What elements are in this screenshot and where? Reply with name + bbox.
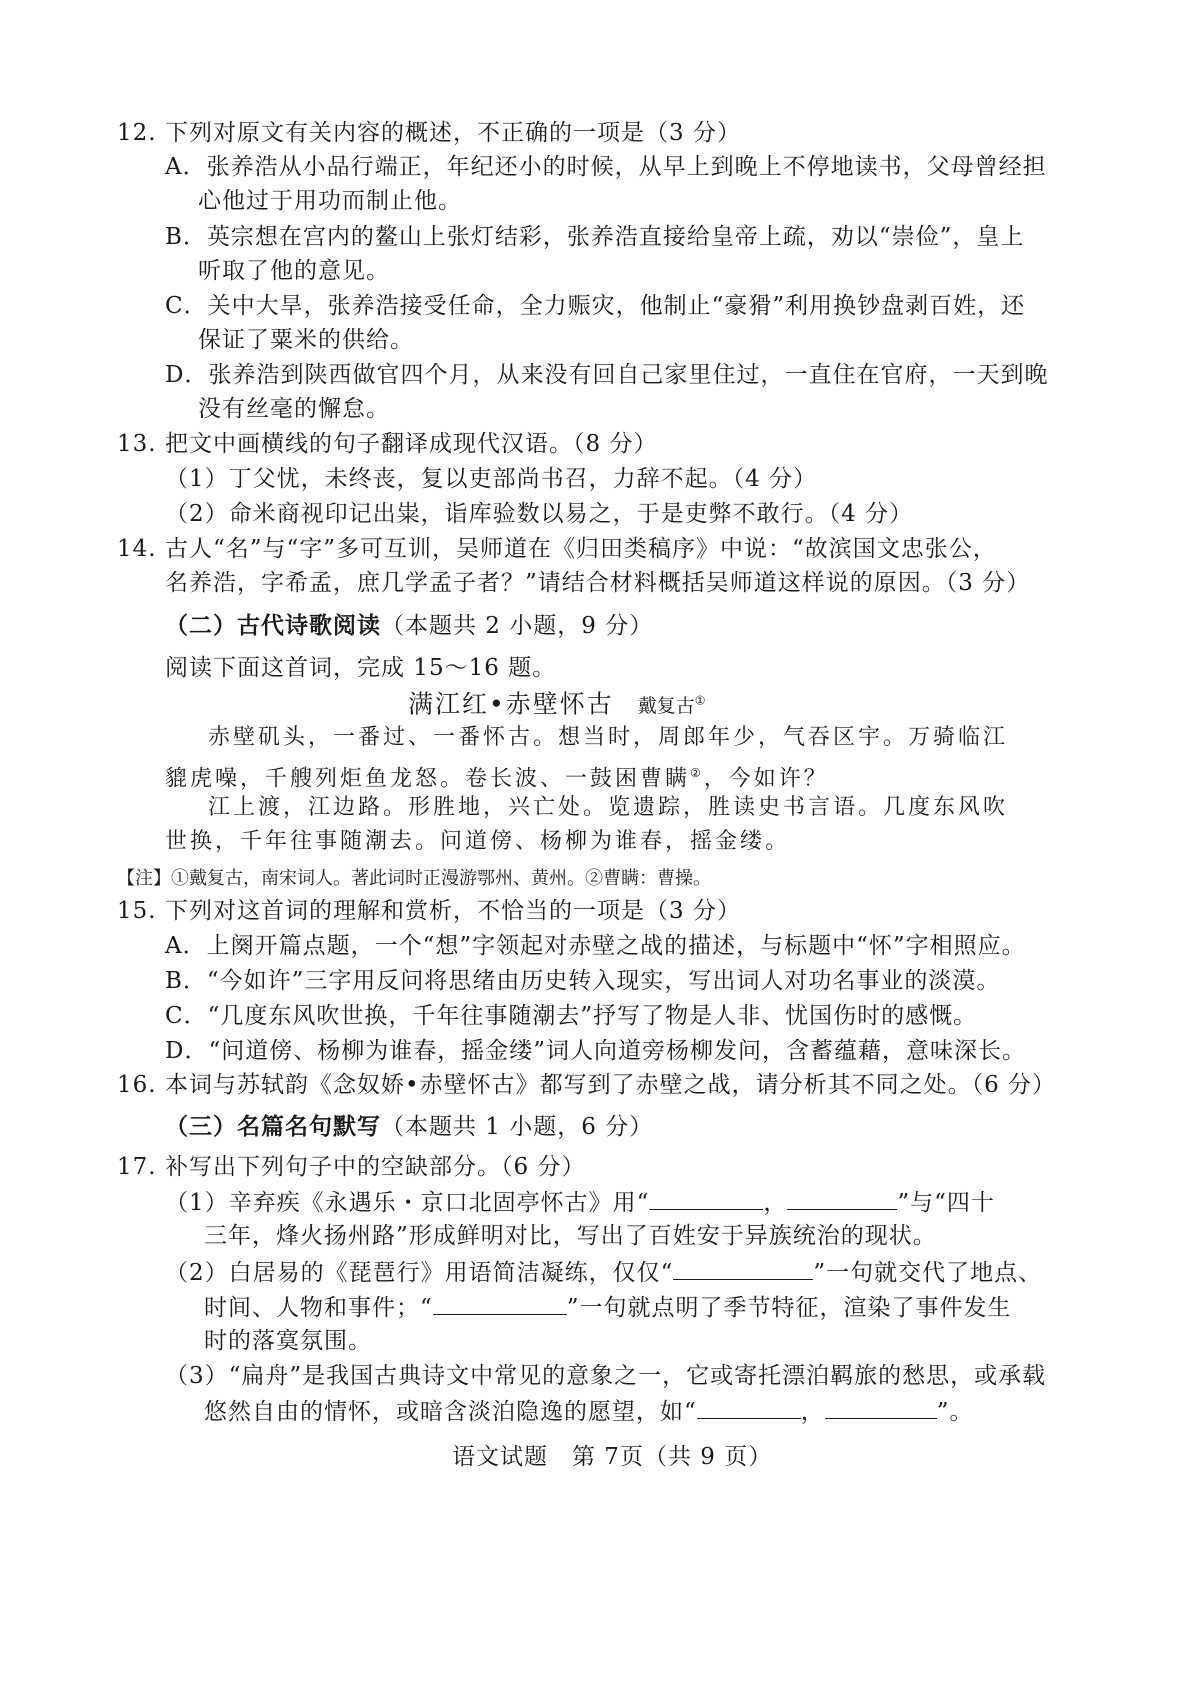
poem-line-2-text: 貔虎噪，千艘列炬鱼龙怒。卷长波、一鼓困曹瞒	[165, 766, 691, 792]
section-3-info: （本题共 1 小题，6 分）	[381, 1114, 654, 1140]
q17-item3-line1: （3）“扁舟”是我国古典诗文中常见的意象之一，它或寄托漂泊羁旅的愁思，或承载	[165, 1363, 1047, 1389]
q17-item2-tail-2: ”一句就点明了季节特征，渲染了事件发生	[566, 1295, 1012, 1321]
section-3-title: （三）名篇名句默写	[165, 1113, 381, 1140]
q17-stem-line	[117, 1152, 585, 1182]
q17-item1-tail: ”与“四十	[897, 1190, 995, 1216]
poem-note: 【注】①戴复古，南宋词人。著此词时正漫游鄂州、黄州。②曹瞒：曹操。	[117, 868, 711, 889]
q15-option-a: A．上阕开篇点题，一个“想”字领起对赤壁之战的描述，与标题中“怀”字相照应。	[165, 933, 1026, 959]
q13-stem-line	[117, 429, 657, 459]
q12-option-d-line2: 没有丝毫的懈怠。	[198, 396, 390, 422]
poem-line-3: 江上渡，江边路。形胜地，兴亡处。览遗踪，胜读史书言语。几度东风吹	[208, 795, 1009, 820]
q15-number: 15.	[117, 898, 157, 924]
q17-item1-text: （1）辛弃疾《永遇乐・京口北固亭怀古》用“	[165, 1190, 650, 1216]
poem-author-footnote-mark: ①	[694, 694, 706, 708]
q17-item1-line2: 三年，烽火扬州路”形成鲜明对比，写出了百姓安于异族统治的现状。	[204, 1223, 937, 1249]
q12-option-b-line1: B．英宗想在宫内的鳌山上张灯结彩，张养浩直接给皇帝上疏，劝以“崇俭”，皇上	[165, 224, 1025, 250]
poem-author-name: 戴复古	[637, 695, 695, 718]
q12-stem: 下列对原文有关内容的概述，不正确的一项是（3 分）	[165, 120, 741, 146]
q15-option-c: C．“几度东风吹世换，千年往事随潮去”抒写了物是人非、忧国伤时的感慨。	[165, 1003, 978, 1029]
q14-line2: 名养浩，字希孟，庶几学孟子者？”请结合材料概括吴师道这样说的原因。（3 分）	[165, 570, 1031, 596]
q12-option-a-line1: A．张养浩从小品行端正，年纪还小的时候，从早上到晚上不停地读书，父母曾经担	[165, 154, 1047, 180]
q16-text: 本词与苏轼韵《念奴娇•赤壁怀古》都写到了赤壁之战，请分析其不同之处。（6 分）	[165, 1072, 1057, 1098]
q15-stem: 下列对这首词的理解和赏析，不恰当的一项是（3 分）	[165, 898, 741, 924]
q17-item3-sep: ，	[800, 1399, 825, 1425]
page-footer: 语文试题 第 7页（共 9 页）	[452, 1444, 773, 1470]
q17-item1-sep: ，	[763, 1190, 788, 1216]
q15-option-b: B．“今如许”三字用反问将思绪由历史转入现实，写出词人对功名事业的淡漠。	[165, 968, 1001, 994]
q13-number: 13.	[117, 431, 157, 457]
q17-blank-1[interactable]	[649, 1187, 763, 1210]
q17-blank-3[interactable]	[673, 1257, 813, 1280]
q17-item3-line2	[204, 1396, 974, 1427]
section-2-intro: 阅读下面这首词，完成 15～16 题。	[165, 655, 557, 681]
q16-number: 16.	[117, 1072, 157, 1098]
q17-item3-tail: ”。	[936, 1399, 974, 1425]
q17-item2-text-2: 时间、人物和事件；“	[204, 1295, 433, 1321]
section-3-heading	[165, 1112, 653, 1142]
q12-option-c-line2: 保证了粟米的供给。	[198, 327, 414, 353]
poem-footnote-mark-2: ②	[690, 766, 704, 780]
poem-author	[638, 695, 706, 717]
section-2-title: （二）古代诗歌阅读	[165, 612, 381, 639]
q17-blank-4[interactable]	[433, 1292, 567, 1315]
q15-option-d: D．“问道傍、杨柳为谁春，摇金缕”词人向道旁杨柳发问，含蓄蕴藉，意味深长。	[165, 1038, 1026, 1064]
section-2-heading	[165, 611, 653, 641]
q12-option-b-line2: 听取了他的意见。	[198, 258, 390, 284]
q12-option-c-line1: C．关中大旱，张养浩接受任命，全力赈灾，他制止“豪猾”利用换钞盘剥百姓，还	[165, 293, 1026, 319]
q17-item3-text: 悠然自由的情怀，或暗含淡泊隐逸的愿望，如“	[204, 1399, 697, 1425]
section-2-info: （本题共 2 小题，9 分）	[381, 613, 654, 639]
poem-title-line	[408, 686, 706, 721]
q12-number: 12.	[117, 120, 157, 146]
q14-text-1: 古人“名”与“字”多可互训，吴师道在《归田类稿序》中说：“故滨国文忠张公，	[165, 536, 997, 562]
q17-item1-line1	[165, 1187, 995, 1218]
q17-item2-tail: ”一句就交代了地点、	[813, 1260, 1043, 1286]
poem-line-1: 赤壁矶头，一番过、一番怀古。想当时，周郎年少，气吞区宇。万骑临江	[208, 725, 1009, 750]
q12-option-d-line1: D．张养浩到陕西做官四个月，从来没有回自己家里住过，一直住在官府，一天到晚	[165, 362, 1049, 388]
q13-sentence-1: （1）丁父忧，未终丧，复以吏部尚书召，力辞不起。（4 分）	[165, 466, 818, 492]
q17-blank-5[interactable]	[697, 1396, 801, 1419]
q17-item2-line1	[165, 1257, 1042, 1288]
q17-blank-2[interactable]	[787, 1187, 897, 1210]
poem-line-2	[165, 758, 829, 794]
q14-number: 14.	[117, 536, 157, 562]
q12-stem-line	[117, 118, 741, 148]
q15-stem-line	[117, 896, 741, 926]
q14-line1	[117, 534, 997, 564]
q13-stem: 把文中画横线的句子翻译成现代汉语。（8 分）	[165, 431, 658, 457]
q17-number: 17.	[117, 1154, 157, 1180]
q17-stem: 补写出下列句子中的空缺部分。（6 分）	[165, 1154, 586, 1180]
poem-title: 满江红•赤壁怀古	[408, 689, 614, 719]
q16-line	[117, 1070, 1056, 1100]
poem-line-2-end: ，今如许？	[703, 766, 829, 792]
q17-item2-text: （2）白居易的《琵琶行》用语简洁凝练，仅仅“	[165, 1260, 674, 1286]
q17-item2-line2	[204, 1292, 1012, 1323]
q12-option-a-line2: 心他过于用功而制止他。	[198, 188, 462, 214]
q17-blank-6[interactable]	[825, 1396, 937, 1419]
poem-line-4: 世换，千年往事随潮去。问道傍、杨柳为谁春，摇金缕。	[165, 829, 791, 854]
q17-item2-line3: 时的落寞氛围。	[204, 1328, 372, 1354]
q13-sentence-2: （2）命米商视印记出粜，诣库验数以易之，于是吏弊不敢行。（4 分）	[165, 501, 914, 527]
